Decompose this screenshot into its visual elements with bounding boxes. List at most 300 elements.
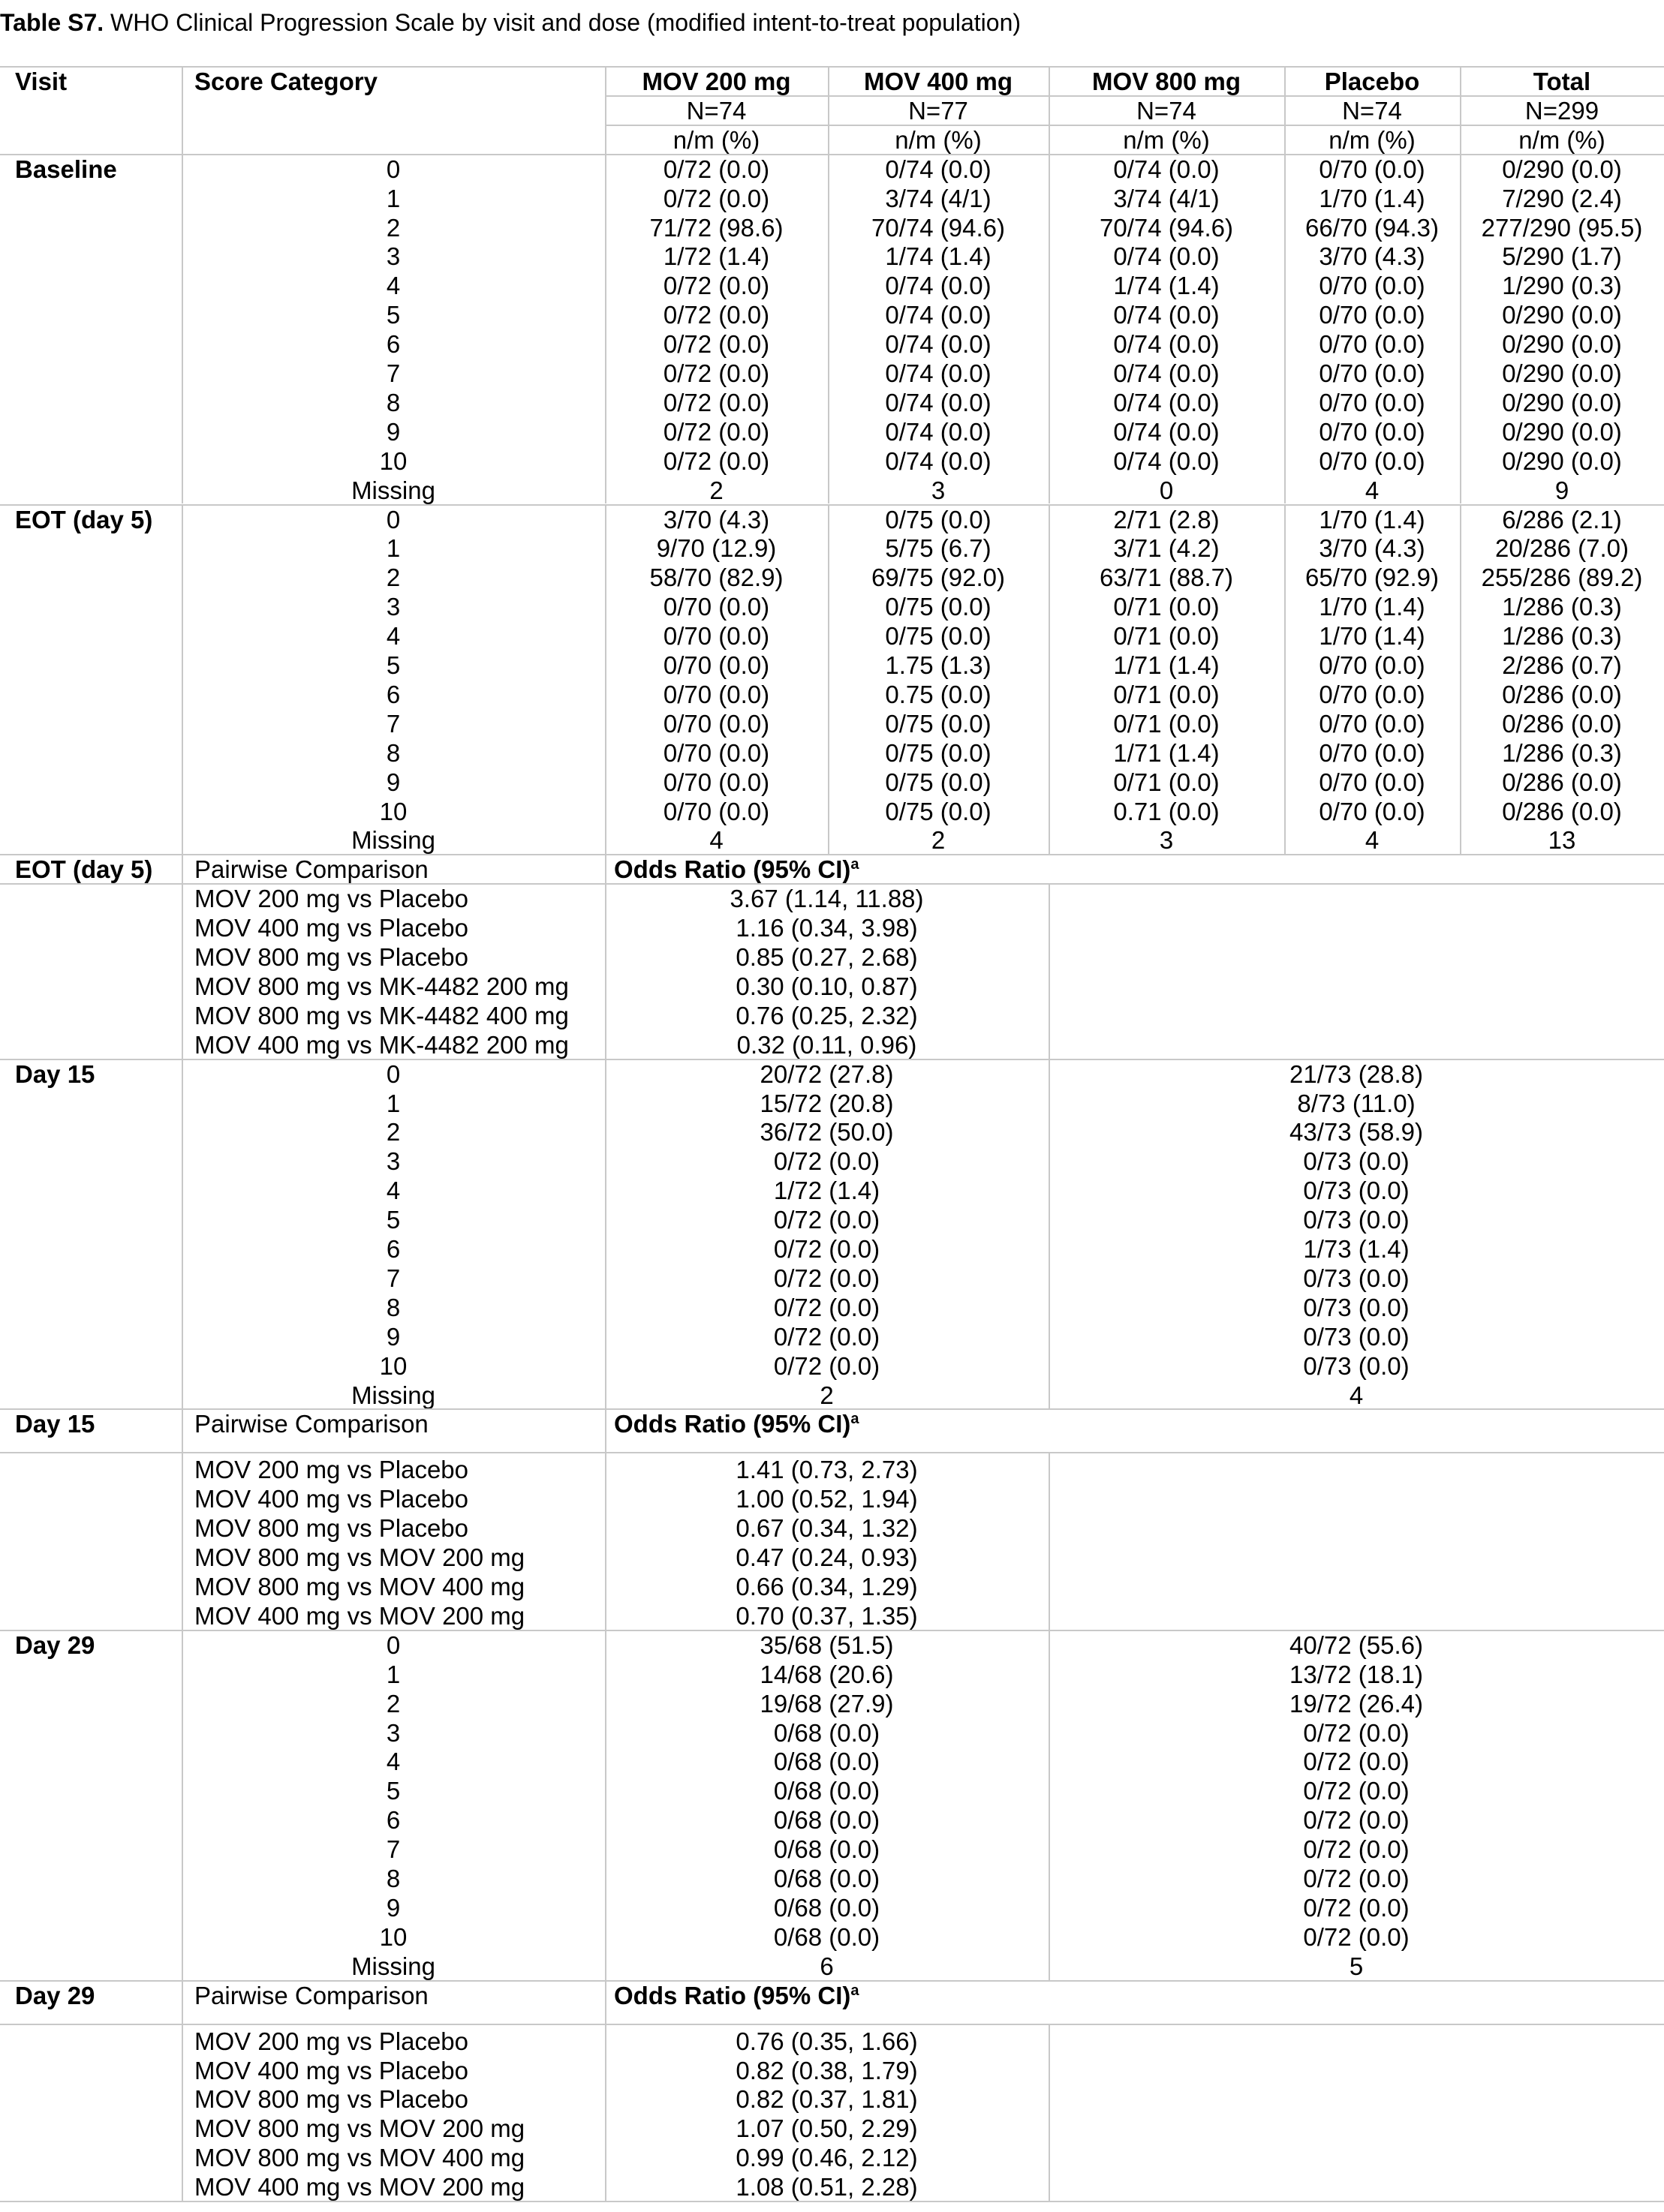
table-cell: 0/75 (0.0) (885, 505, 991, 533)
table-cell: 0/73 (0.0) (1303, 1351, 1410, 1380)
table-caption (0, 3, 1021, 42)
table-cell: 70/74 (94.6) (1100, 213, 1233, 242)
column-header-name: MOV 800 mg (1091, 68, 1241, 95)
column-divider (605, 1452, 606, 1629)
table-cell: 0/70 (0.0) (1319, 651, 1425, 679)
column-divider (182, 1980, 183, 2024)
score-category: 1 (386, 534, 401, 563)
table-cell: 0/290 (0.0) (1502, 330, 1622, 359)
table-cell: 0/75 (0.0) (885, 622, 991, 651)
table-cell: 0/72 (0.0) (663, 388, 770, 416)
table-cell: 13/72 (18.1) (1289, 1660, 1423, 1688)
visit-label: EOT (day 5) (15, 505, 153, 533)
column-divider (605, 1630, 606, 1980)
pairwise-comparison-label: Pairwise Comparison (194, 855, 429, 884)
score-category: 10 (379, 1922, 408, 1951)
table-cell: 0/286 (0.0) (1502, 709, 1622, 738)
score-category: 3 (386, 1718, 401, 1747)
table-cell: 0/75 (0.0) (885, 768, 991, 796)
odds-ratio-value: 0.66 (0.34, 1.29) (736, 1573, 918, 1600)
column-divider (1049, 2024, 1050, 2201)
table-cell: 0/75 (0.0) (885, 738, 991, 767)
row-divider (0, 2201, 1664, 2202)
visit-label: Day 15 (15, 1059, 95, 1088)
score-category: 6 (386, 1235, 401, 1263)
table-cell: 58/70 (82.9) (649, 564, 784, 592)
score-category: 1 (386, 1660, 401, 1688)
score-category: Missing (351, 1381, 435, 1409)
table-cell: 71/72 (98.6) (649, 213, 784, 242)
visit-label: Day 15 (15, 1410, 95, 1438)
column-divider (605, 504, 606, 855)
odds-ratio-value: 1.08 (0.51, 2.28) (736, 2173, 918, 2201)
table-cell: 0/74 (0.0) (885, 446, 991, 475)
table-cell: 0/72 (0.0) (663, 330, 770, 359)
score-category: 10 (379, 1351, 408, 1380)
odds-ratio-value: 3.67 (1.14, 11.88) (730, 885, 924, 913)
column-divider (605, 1408, 606, 1452)
table-cell: 0/70 (0.0) (663, 768, 770, 796)
column-header-unit: n/m (%) (895, 125, 982, 154)
visit-label: EOT (day 5) (15, 855, 153, 884)
column-header-unit: n/m (%) (1123, 125, 1210, 154)
table-cell: 0/71 (0.0) (1113, 768, 1220, 796)
pairwise-comparison-label: Pairwise Comparison (194, 1981, 429, 2009)
table-cell: 1/71 (1.4) (1113, 738, 1220, 767)
odds-ratio-value: 0.30 (0.10, 0.87) (736, 972, 918, 1000)
table-cell: 0/72 (0.0) (1303, 1748, 1410, 1776)
score-category: 7 (386, 1835, 401, 1864)
table-cell: 0/286 (0.0) (1502, 680, 1622, 708)
table-cell: 0/73 (0.0) (1303, 1177, 1410, 1205)
odds-ratio-value: 0.32 (0.11, 0.96) (736, 1030, 917, 1059)
table-cell: 0/290 (0.0) (1502, 359, 1622, 387)
column-header-unit: n/m (%) (673, 125, 760, 154)
score-category-header: Score Category (194, 68, 378, 95)
score-category: 8 (386, 1865, 401, 1892)
table-cell: 0.75 (0.0) (885, 680, 991, 708)
score-category: 6 (386, 1806, 401, 1835)
score-category: 2 (386, 564, 401, 592)
table-cell: 0/74 (0.0) (885, 272, 991, 300)
column-divider (1049, 1059, 1050, 1409)
table-cell: 0/68 (0.0) (773, 1777, 880, 1805)
table-cell: 0/70 (0.0) (1319, 272, 1425, 300)
table-cell: 0/74 (0.0) (1113, 359, 1220, 387)
table-cell: 0/74 (0.0) (1113, 301, 1220, 329)
table-cell: 0.71 (0.0) (1113, 797, 1220, 825)
column-header-n: N=74 (1342, 96, 1402, 125)
column-divider (182, 2024, 183, 2201)
table-cell: 3 (1159, 826, 1174, 855)
column-divider (1460, 66, 1461, 154)
table-cell: 0/68 (0.0) (773, 1835, 880, 1864)
table-cell: 0/70 (0.0) (1319, 446, 1425, 475)
table-cell: 2 (709, 476, 724, 504)
score-category: 8 (386, 388, 401, 416)
score-category: 2 (386, 213, 401, 242)
table-cell: 0/290 (0.0) (1502, 446, 1622, 475)
score-category: 9 (386, 1893, 401, 1922)
table-cell: 0/68 (0.0) (773, 1922, 880, 1951)
row-divider (0, 1452, 1664, 1453)
score-category: 8 (386, 1293, 401, 1321)
table-cell: 0/72 (0.0) (773, 1235, 880, 1263)
table-cell: 0/71 (0.0) (1113, 593, 1220, 621)
odds-ratio-value: 0.85 (0.27, 2.68) (736, 943, 918, 971)
footnote-marker: a (850, 856, 859, 873)
table-cell: 5/75 (6.7) (885, 534, 991, 563)
row-divider (0, 2024, 1664, 2025)
table-cell: 0/72 (0.0) (663, 272, 770, 300)
table-cell: 6 (820, 1952, 834, 1980)
comparison-label: MOV 800 mg vs MOV 200 mg (194, 2114, 525, 2143)
table-cell: 0/72 (0.0) (1303, 1922, 1410, 1951)
table-cell: 0/70 (0.0) (663, 622, 770, 651)
table-cell: 277/290 (95.5) (1481, 213, 1643, 242)
odds-ratio-value: 0.82 (0.37, 1.81) (736, 2085, 918, 2114)
column-divider (182, 504, 183, 855)
table-cell: 0/72 (0.0) (1303, 1777, 1410, 1805)
score-category: 3 (386, 1147, 401, 1176)
table-cell: 0/72 (0.0) (773, 1322, 880, 1351)
table-cell: 0/70 (0.0) (663, 709, 770, 738)
table-cell: 1/286 (0.3) (1502, 738, 1622, 767)
table-cell: 3/70 (4.3) (1319, 534, 1425, 563)
odds-ratio-value: 1.16 (0.34, 3.98) (736, 914, 918, 942)
table-cell: 1/71 (1.4) (1113, 651, 1220, 679)
table-cell: 43/73 (58.9) (1289, 1118, 1423, 1147)
column-divider (828, 154, 829, 504)
odds-ratio-value: 0.47 (0.24, 0.93) (736, 1543, 918, 1572)
comparison-label: MOV 800 mg vs MK-4482 200 mg (194, 972, 569, 1000)
table-cell: 0/73 (0.0) (1303, 1293, 1410, 1321)
table-cell: 0/72 (0.0) (1303, 1806, 1410, 1835)
score-category: 3 (386, 593, 401, 621)
column-divider (182, 1059, 183, 1409)
table-cell: 0/72 (0.0) (1303, 1893, 1410, 1922)
column-header-n: N=74 (686, 96, 747, 125)
score-category: 7 (386, 1264, 401, 1292)
table-cell: 0/72 (0.0) (663, 155, 770, 183)
column-divider (1049, 504, 1050, 855)
score-category: 0 (386, 1630, 401, 1659)
column-divider (605, 66, 606, 154)
table-cell: 0/74 (0.0) (1113, 330, 1220, 359)
odds-ratio-header: Odds Ratio (95% CI)$^a$ (614, 1410, 859, 1438)
column-divider (605, 854, 606, 883)
score-category: 5 (386, 651, 401, 679)
comparison-label: MOV 400 mg vs MOV 200 mg (194, 2173, 525, 2201)
table-cell: 3/70 (4.3) (1319, 242, 1425, 271)
table-cell: 0/290 (0.0) (1502, 155, 1622, 183)
table-cell: 0/70 (0.0) (1319, 330, 1425, 359)
table-cell: 0/70 (0.0) (663, 651, 770, 679)
table-cell: 0/70 (0.0) (663, 680, 770, 708)
table-cell: 0/70 (0.0) (663, 738, 770, 767)
table-cell: 0/72 (0.0) (773, 1147, 880, 1176)
score-category: 5 (386, 301, 401, 329)
score-category: 2 (386, 1689, 401, 1718)
score-category: 5 (386, 1777, 401, 1805)
table-cell: 1/286 (0.3) (1502, 593, 1622, 621)
table-cell: 4 (1349, 1381, 1364, 1409)
table-cell: 0/73 (0.0) (1303, 1206, 1410, 1234)
score-category: 7 (386, 709, 401, 738)
odds-ratio-value: 1.41 (0.73, 2.73) (736, 1456, 918, 1484)
column-header-n: N=299 (1524, 96, 1599, 125)
table-cell: 0/70 (0.0) (1319, 709, 1425, 738)
comparison-label: MOV 800 mg vs MK-4482 400 mg (194, 1001, 569, 1029)
column-divider (1049, 883, 1050, 1058)
pairwise-comparison-label: Pairwise Comparison (194, 1410, 429, 1438)
score-category: 2 (386, 1118, 401, 1147)
odds-ratio-value: 0.76 (0.25, 2.32) (736, 1001, 918, 1029)
score-category: 4 (386, 1748, 401, 1776)
table-cell: 66/70 (94.3) (1305, 213, 1439, 242)
column-header-name: MOV 400 mg (863, 68, 1013, 95)
column-divider (182, 66, 183, 154)
table-cell: 7/290 (2.4) (1502, 184, 1622, 212)
table-cell: 0/290 (0.0) (1502, 388, 1622, 416)
table-cell: 0/75 (0.0) (885, 709, 991, 738)
table-cell: 0/286 (0.0) (1502, 768, 1622, 796)
comparison-label: MOV 400 mg vs MOV 200 mg (194, 1601, 525, 1630)
table-cell: 40/72 (55.6) (1289, 1630, 1423, 1659)
score-category: 4 (386, 622, 401, 651)
score-category: 7 (386, 359, 401, 387)
table-cell: 3/70 (4.3) (663, 505, 770, 533)
table-cell: 0/74 (0.0) (1113, 242, 1220, 271)
table-cell: 1/70 (1.4) (1319, 184, 1425, 212)
table-cell: 35/68 (51.5) (760, 1630, 894, 1659)
table-cell: 0/74 (0.0) (1113, 446, 1220, 475)
table-cell: 0/68 (0.0) (773, 1718, 880, 1747)
column-header-unit: n/m (%) (1328, 125, 1416, 154)
table-cell: 15/72 (20.8) (760, 1089, 894, 1117)
table-cell: 0/290 (0.0) (1502, 417, 1622, 446)
score-category: 3 (386, 242, 401, 271)
table-cell: 21/73 (28.8) (1289, 1059, 1423, 1088)
table-cell: 0/72 (0.0) (663, 417, 770, 446)
column-divider (828, 66, 829, 154)
comparison-label: MOV 800 mg vs Placebo (194, 2085, 468, 2114)
table-cell: 1/286 (0.3) (1502, 622, 1622, 651)
table-cell: 19/68 (27.9) (760, 1689, 894, 1718)
table-cell: 69/75 (92.0) (871, 564, 1005, 592)
column-divider (182, 854, 183, 883)
score-category: Missing (351, 476, 435, 504)
table-cell: 19/72 (26.4) (1289, 1689, 1423, 1718)
table-cell: 1/70 (1.4) (1319, 505, 1425, 533)
column-divider (182, 1408, 183, 1452)
column-divider (1284, 66, 1286, 154)
column-divider (605, 154, 606, 504)
odds-ratio-value: 0.99 (0.46, 2.12) (736, 2144, 918, 2172)
table-cell: 8/73 (11.0) (1297, 1089, 1416, 1117)
score-category: 4 (386, 272, 401, 300)
table-cell: 0/71 (0.0) (1113, 622, 1220, 651)
table-cell: 1/74 (1.4) (885, 242, 991, 271)
column-divider (182, 1452, 183, 1629)
column-divider (1049, 154, 1050, 504)
table-cell: 5 (1349, 1952, 1364, 1980)
odds-ratio-value: 0.82 (0.38, 1.79) (736, 2056, 918, 2084)
score-category: 0 (386, 505, 401, 533)
score-category: 10 (379, 797, 408, 825)
table-cell: 13 (1548, 826, 1576, 855)
column-divider (1284, 154, 1286, 504)
score-category: 9 (386, 768, 401, 796)
table-cell: 20/72 (27.8) (760, 1059, 894, 1088)
table-cell: 1/70 (1.4) (1319, 622, 1425, 651)
table-cell: 1/70 (1.4) (1319, 593, 1425, 621)
table-cell: 0/70 (0.0) (663, 797, 770, 825)
odds-ratio-value: 0.67 (0.34, 1.32) (736, 1514, 918, 1543)
score-category: 5 (386, 1206, 401, 1234)
column-divider (605, 2024, 606, 2201)
score-category: 8 (386, 738, 401, 767)
column-divider (1049, 1452, 1050, 1629)
table-cell: 0/72 (0.0) (663, 359, 770, 387)
table-cell: 1/74 (1.4) (1113, 272, 1220, 300)
table-cell: 3 (931, 476, 946, 504)
table-caption-text: WHO Clinical Progression Scale by visit and dose (modified intent-to-treat population) (104, 9, 1022, 36)
table-cell: 2 (820, 1381, 834, 1409)
table-cell: 255/286 (89.2) (1481, 564, 1643, 592)
table-cell: 0/70 (0.0) (1319, 680, 1425, 708)
table-cell: 0/70 (0.0) (1319, 301, 1425, 329)
table-cell: 1.75 (1.3) (885, 651, 991, 679)
table-cell: 0/70 (0.0) (1319, 738, 1425, 767)
table-cell: 6/286 (2.1) (1502, 505, 1622, 533)
score-category: Missing (351, 826, 435, 855)
table-cell: 0/74 (0.0) (885, 155, 991, 183)
score-category: 0 (386, 1059, 401, 1088)
table-cell: 0/70 (0.0) (1319, 388, 1425, 416)
comparison-label: MOV 200 mg vs Placebo (194, 885, 468, 913)
odds-ratio-header: Odds Ratio (95% CI)$^a$ (614, 855, 859, 884)
table-cell: 0/70 (0.0) (663, 593, 770, 621)
table-cell: 0/72 (0.0) (773, 1206, 880, 1234)
score-category: 6 (386, 330, 401, 359)
table-cell: 0/71 (0.0) (1113, 709, 1220, 738)
table-cell: 0/72 (0.0) (773, 1264, 880, 1292)
odds-ratio-value: 1.07 (0.50, 2.29) (736, 2114, 918, 2143)
comparison-label: MOV 800 mg vs MOV 400 mg (194, 1573, 525, 1600)
footnote-marker: a (850, 1411, 859, 1428)
score-category: 0 (386, 155, 401, 183)
odds-ratio-value: 1.00 (0.52, 1.94) (736, 1485, 918, 1513)
results-table (0, 66, 1664, 2212)
table-cell: 9 (1554, 476, 1569, 504)
table-cell: 0/74 (0.0) (885, 388, 991, 416)
column-divider (828, 504, 829, 855)
visit-label: Day 29 (15, 1981, 95, 2009)
column-divider (605, 1059, 606, 1409)
table-caption-label: Table S7. (0, 9, 104, 36)
table-cell: 0/74 (0.0) (1113, 417, 1220, 446)
column-header-n: N=74 (1136, 96, 1196, 125)
column-header-name: Placebo (1324, 68, 1420, 95)
table-cell: 0/290 (0.0) (1502, 301, 1622, 329)
table-cell: 0/72 (0.0) (663, 301, 770, 329)
table-cell: 0/75 (0.0) (885, 797, 991, 825)
score-category: 1 (386, 184, 401, 212)
table-cell: 0/286 (0.0) (1502, 797, 1622, 825)
comparison-label: MOV 400 mg vs Placebo (194, 2056, 468, 2084)
table-cell: 0/72 (0.0) (773, 1293, 880, 1321)
table-cell: 2/71 (2.8) (1113, 505, 1220, 533)
column-divider (605, 883, 606, 1058)
column-divider (182, 154, 183, 504)
table-cell: 0/72 (0.0) (1303, 1835, 1410, 1864)
table-cell: 0/74 (0.0) (885, 330, 991, 359)
table-cell: 0/70 (0.0) (1319, 417, 1425, 446)
odds-ratio-value: 0.76 (0.35, 1.66) (736, 2027, 918, 2055)
table-cell: 9/70 (12.9) (656, 534, 777, 563)
column-header-n: N=77 (908, 96, 968, 125)
score-category: 9 (386, 417, 401, 446)
comparison-label: MOV 200 mg vs Placebo (194, 2027, 468, 2055)
table-cell: 0/70 (0.0) (1319, 359, 1425, 387)
table-cell: 1/290 (0.3) (1502, 272, 1622, 300)
comparison-label: MOV 400 mg vs MK-4482 200 mg (194, 1030, 569, 1059)
column-divider (1284, 504, 1286, 855)
table-cell: 0/72 (0.0) (1303, 1865, 1410, 1892)
table-cell: 0/73 (0.0) (1303, 1264, 1410, 1292)
table-cell: 0/74 (0.0) (885, 301, 991, 329)
table-cell: 0/68 (0.0) (773, 1748, 880, 1776)
score-category: Missing (351, 1952, 435, 1980)
table-cell: 20/286 (7.0) (1495, 534, 1629, 563)
table-cell: 3/74 (4/1) (885, 184, 991, 212)
table-cell: 65/70 (92.9) (1305, 564, 1439, 592)
table-cell: 4 (1365, 476, 1380, 504)
table-cell: 0/74 (0.0) (885, 359, 991, 387)
table-cell: 0/75 (0.0) (885, 593, 991, 621)
table-cell: 0/68 (0.0) (773, 1865, 880, 1892)
odds-ratio-header: Odds Ratio (95% CI)$^a$ (614, 1981, 859, 2009)
column-divider (182, 883, 183, 1058)
table-cell: 0/73 (0.0) (1303, 1147, 1410, 1176)
column-divider (1460, 154, 1461, 504)
table-cell: 0/70 (0.0) (1319, 797, 1425, 825)
column-header-name: MOV 200 mg (642, 68, 791, 95)
table-cell: 3/71 (4.2) (1113, 534, 1220, 563)
table-cell: 0/72 (0.0) (773, 1351, 880, 1380)
table-cell: 2/286 (0.7) (1502, 651, 1622, 679)
column-divider (1049, 66, 1050, 154)
table-cell: 0/68 (0.0) (773, 1893, 880, 1922)
table-cell: 0/72 (0.0) (663, 184, 770, 212)
comparison-label: MOV 200 mg vs Placebo (194, 1456, 468, 1484)
table-cell: 0/70 (0.0) (1319, 155, 1425, 183)
table-cell: 4 (1365, 826, 1380, 855)
table-cell: 0 (1159, 476, 1174, 504)
table-cell: 14/68 (20.6) (760, 1660, 894, 1688)
column-divider (605, 1980, 606, 2024)
table-cell: 2 (931, 826, 946, 855)
table-cell: 0/72 (0.0) (663, 446, 770, 475)
score-category: 10 (379, 446, 408, 475)
comparison-label: MOV 800 mg vs Placebo (194, 943, 468, 971)
odds-ratio-value: 0.70 (0.37, 1.35) (736, 1601, 918, 1630)
footnote-marker: a (850, 1982, 859, 1999)
score-category: 1 (386, 1089, 401, 1117)
column-header-unit: n/m (%) (1518, 125, 1605, 154)
table-cell: 1/72 (1.4) (773, 1177, 880, 1205)
